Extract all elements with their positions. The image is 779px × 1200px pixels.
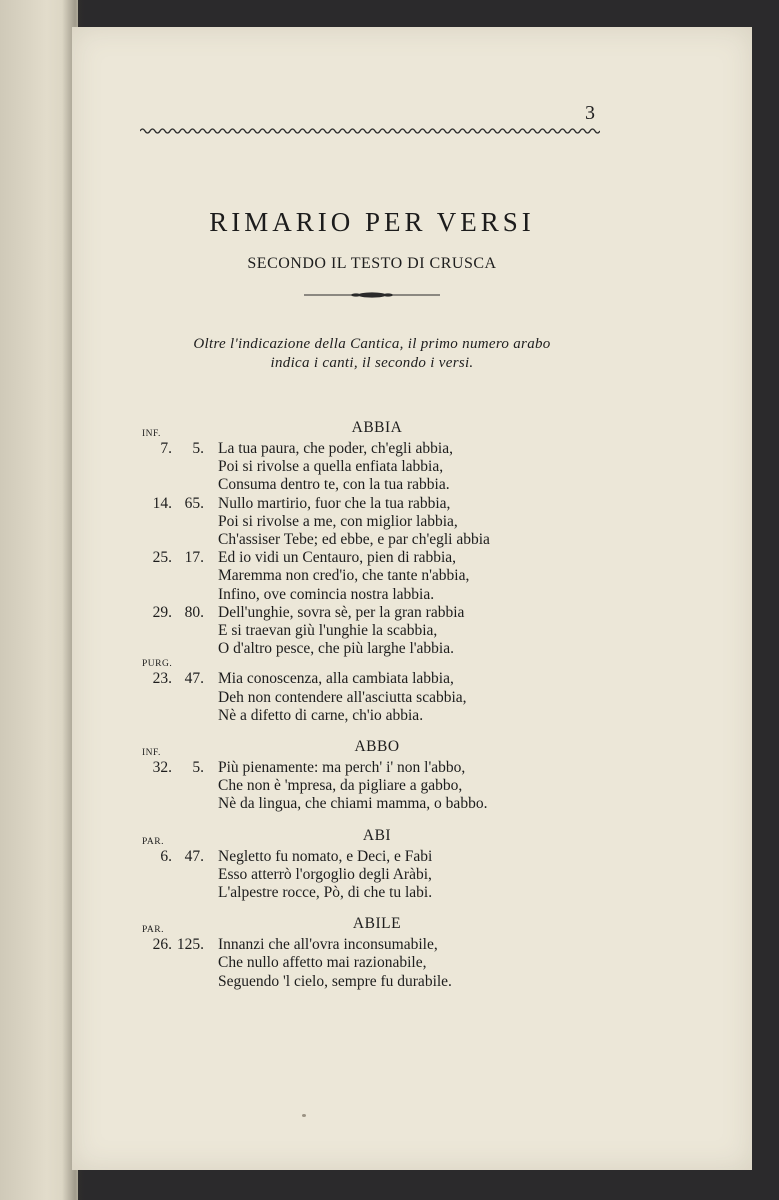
verse-line	[142, 936, 582, 954]
verse-number: 125.	[176, 936, 204, 954]
verse-number: 17.	[184, 549, 204, 567]
verse-line	[142, 458, 582, 476]
page-number: 3	[585, 102, 595, 124]
rhyme-heading: ABI	[362, 826, 392, 844]
verse-number: 5.	[192, 759, 204, 777]
paper-speck	[302, 1114, 306, 1117]
verse-text: Infino, ove comincia nostra labbia.	[218, 585, 435, 603]
canto-number: 6.	[160, 847, 172, 865]
book-page	[72, 27, 752, 1170]
verse-text: La tua paura, che poder, ch'egli abbia,	[218, 440, 453, 457]
verse-line	[142, 777, 582, 795]
cantica-label: PURG.	[142, 659, 173, 670]
verse-line	[142, 476, 582, 494]
verse-number: 47.	[184, 847, 204, 865]
cantica-group	[142, 837, 582, 903]
verse-line	[142, 954, 582, 972]
canto-number	[142, 640, 172, 658]
verse-number	[172, 973, 204, 991]
cantica-label: PAR.	[142, 836, 164, 847]
canto-number	[142, 795, 172, 813]
canto-number	[142, 622, 172, 640]
verse-text: Esso atterrò l'orgoglio degli Aràbi,	[218, 865, 432, 883]
canto-number	[142, 884, 172, 902]
intro-note	[112, 335, 632, 373]
intro-line-1: Oltre l'indicazione della Cantica, il primo numero arabo	[193, 336, 551, 352]
page-subtitle: SECONDO IL TESTO DI CRUSCA	[247, 255, 497, 272]
verse-text: Più pienamente: ma perch' i' non l'abbo,	[218, 759, 466, 777]
verse-line	[142, 531, 582, 549]
canto-number	[142, 458, 172, 476]
canto-number: 29.	[152, 603, 172, 621]
verse-text: E si traevan giù l'unghie la scabbia,	[218, 622, 438, 640]
verse-number	[172, 954, 204, 972]
page-title: RIMARIO PER VERSI	[209, 207, 535, 237]
verse-text: Poi si rivolse a me, con miglior labbia,	[218, 512, 458, 530]
verse-number	[172, 476, 204, 494]
verse-line	[142, 707, 582, 725]
verse-number	[172, 567, 204, 585]
cantica-group	[142, 659, 582, 725]
canto-number	[142, 689, 172, 707]
verse-text: Dell'unghie, sovra sè, per la gran rabbia	[218, 603, 465, 621]
verse-text: Seguendo 'l cielo, sempre fu durabile.	[218, 972, 452, 990]
canto-number: 25.	[152, 549, 172, 567]
verse-number	[172, 884, 204, 902]
canto-number	[142, 513, 172, 531]
canto-number	[142, 586, 172, 604]
cantica-group	[142, 429, 582, 658]
verse-number	[172, 795, 204, 813]
verse-line	[142, 866, 582, 884]
canto-number	[142, 707, 172, 725]
verse-number	[172, 622, 204, 640]
verse-number: 80.	[184, 603, 204, 621]
verse-text: Nè a difetto di carne, ch'io abbia.	[218, 706, 424, 724]
verse-text: Nullo martirio, fuor che la tua rabbia,	[218, 494, 451, 512]
verse-number	[172, 707, 204, 725]
verse-line	[142, 884, 582, 902]
verse-number: 5.	[192, 440, 204, 457]
title-ornament	[304, 291, 440, 299]
verse-line	[142, 586, 582, 604]
verse-text: Poi si rivolse a quella enfiata labbia,	[218, 458, 444, 476]
verse-text: Ch'assiser Tebe; ed ebbe, e par ch'egli abbia	[218, 531, 490, 549]
canto-number	[142, 866, 172, 884]
verse-line	[142, 795, 582, 813]
cantica-group	[142, 748, 582, 814]
canto-number	[142, 531, 172, 549]
rhyme-entry	[142, 738, 582, 814]
verse-line	[142, 670, 582, 688]
verse-text: Nè da lingua, che chiami mamma, o babbo.	[218, 795, 488, 813]
cantica-group	[142, 925, 582, 991]
rhyme-entry	[142, 915, 582, 991]
canto-number	[142, 476, 172, 494]
verse-number	[172, 458, 204, 476]
rhyme-heading: ABBIA	[351, 419, 403, 436]
canto-number	[142, 954, 172, 972]
verse-text: Che non è 'mpresa, da pigliare a gabbo,	[218, 777, 463, 795]
verse-line	[142, 973, 582, 991]
verse-text: Mia conoscenza, alla cambiata labbia,	[218, 670, 454, 688]
verse-text: O d'altro pesce, che più larghe l'abbia.	[218, 640, 454, 658]
verse-text: Che nullo affetto mai razionabile,	[218, 954, 427, 972]
cantica-label: INF.	[142, 429, 161, 439]
intro-line-2: indica i canti, il secondo i versi.	[270, 355, 474, 371]
verse-text: Deh non contendere all'asciutta scabbia,	[218, 688, 467, 706]
verse-line	[142, 495, 582, 513]
verse-line	[142, 604, 582, 622]
canto-number: 23.	[152, 670, 172, 688]
verse-line	[142, 759, 582, 777]
rhyme-entries	[142, 419, 582, 1000]
canto-number	[142, 777, 172, 795]
rhyme-entry	[142, 419, 582, 725]
rhyme-heading: ABBO	[354, 738, 400, 756]
canto-number: 32.	[152, 759, 172, 777]
canto-number	[142, 973, 172, 991]
verse-number	[172, 586, 204, 604]
rhyme-entry	[142, 827, 582, 903]
verse-line	[142, 513, 582, 531]
canto-number: 26.	[152, 936, 172, 954]
verse-text: Consuma dentro te, con la tua rabbia.	[218, 476, 450, 494]
canto-number: 14.	[152, 494, 172, 512]
verse-number	[172, 640, 204, 658]
verse-text: Ed io vidi un Centauro, pien di rabbia,	[218, 549, 457, 567]
verse-number: 47.	[184, 670, 204, 688]
verse-number	[172, 513, 204, 531]
rhyme-heading: ABILE	[352, 915, 402, 933]
verse-line	[142, 440, 582, 458]
header-wavy-rule	[140, 127, 600, 135]
verse-number: 65.	[184, 494, 204, 512]
canto-number: 7.	[160, 440, 172, 457]
cantica-label: INF.	[142, 748, 161, 759]
verse-line	[142, 567, 582, 585]
verse-line	[142, 622, 582, 640]
verse-text: L'alpestre rocce, Pò, di che tu labi.	[218, 884, 433, 902]
verse-text: Negletto fu nomato, e Deci, e Fabi	[218, 847, 433, 865]
verse-line	[142, 549, 582, 567]
verse-number	[172, 777, 204, 795]
verse-text: Innanzi che all'ovra inconsumabile,	[218, 936, 438, 954]
verse-line	[142, 848, 582, 866]
verse-line	[142, 689, 582, 707]
verse-text: Maremma non cred'io, che tante n'abbia,	[218, 567, 470, 585]
verse-number	[172, 689, 204, 707]
verse-number	[172, 866, 204, 884]
canto-number	[142, 567, 172, 585]
verse-number	[172, 531, 204, 549]
verse-line	[142, 640, 582, 658]
cantica-label: PAR.	[142, 925, 164, 936]
